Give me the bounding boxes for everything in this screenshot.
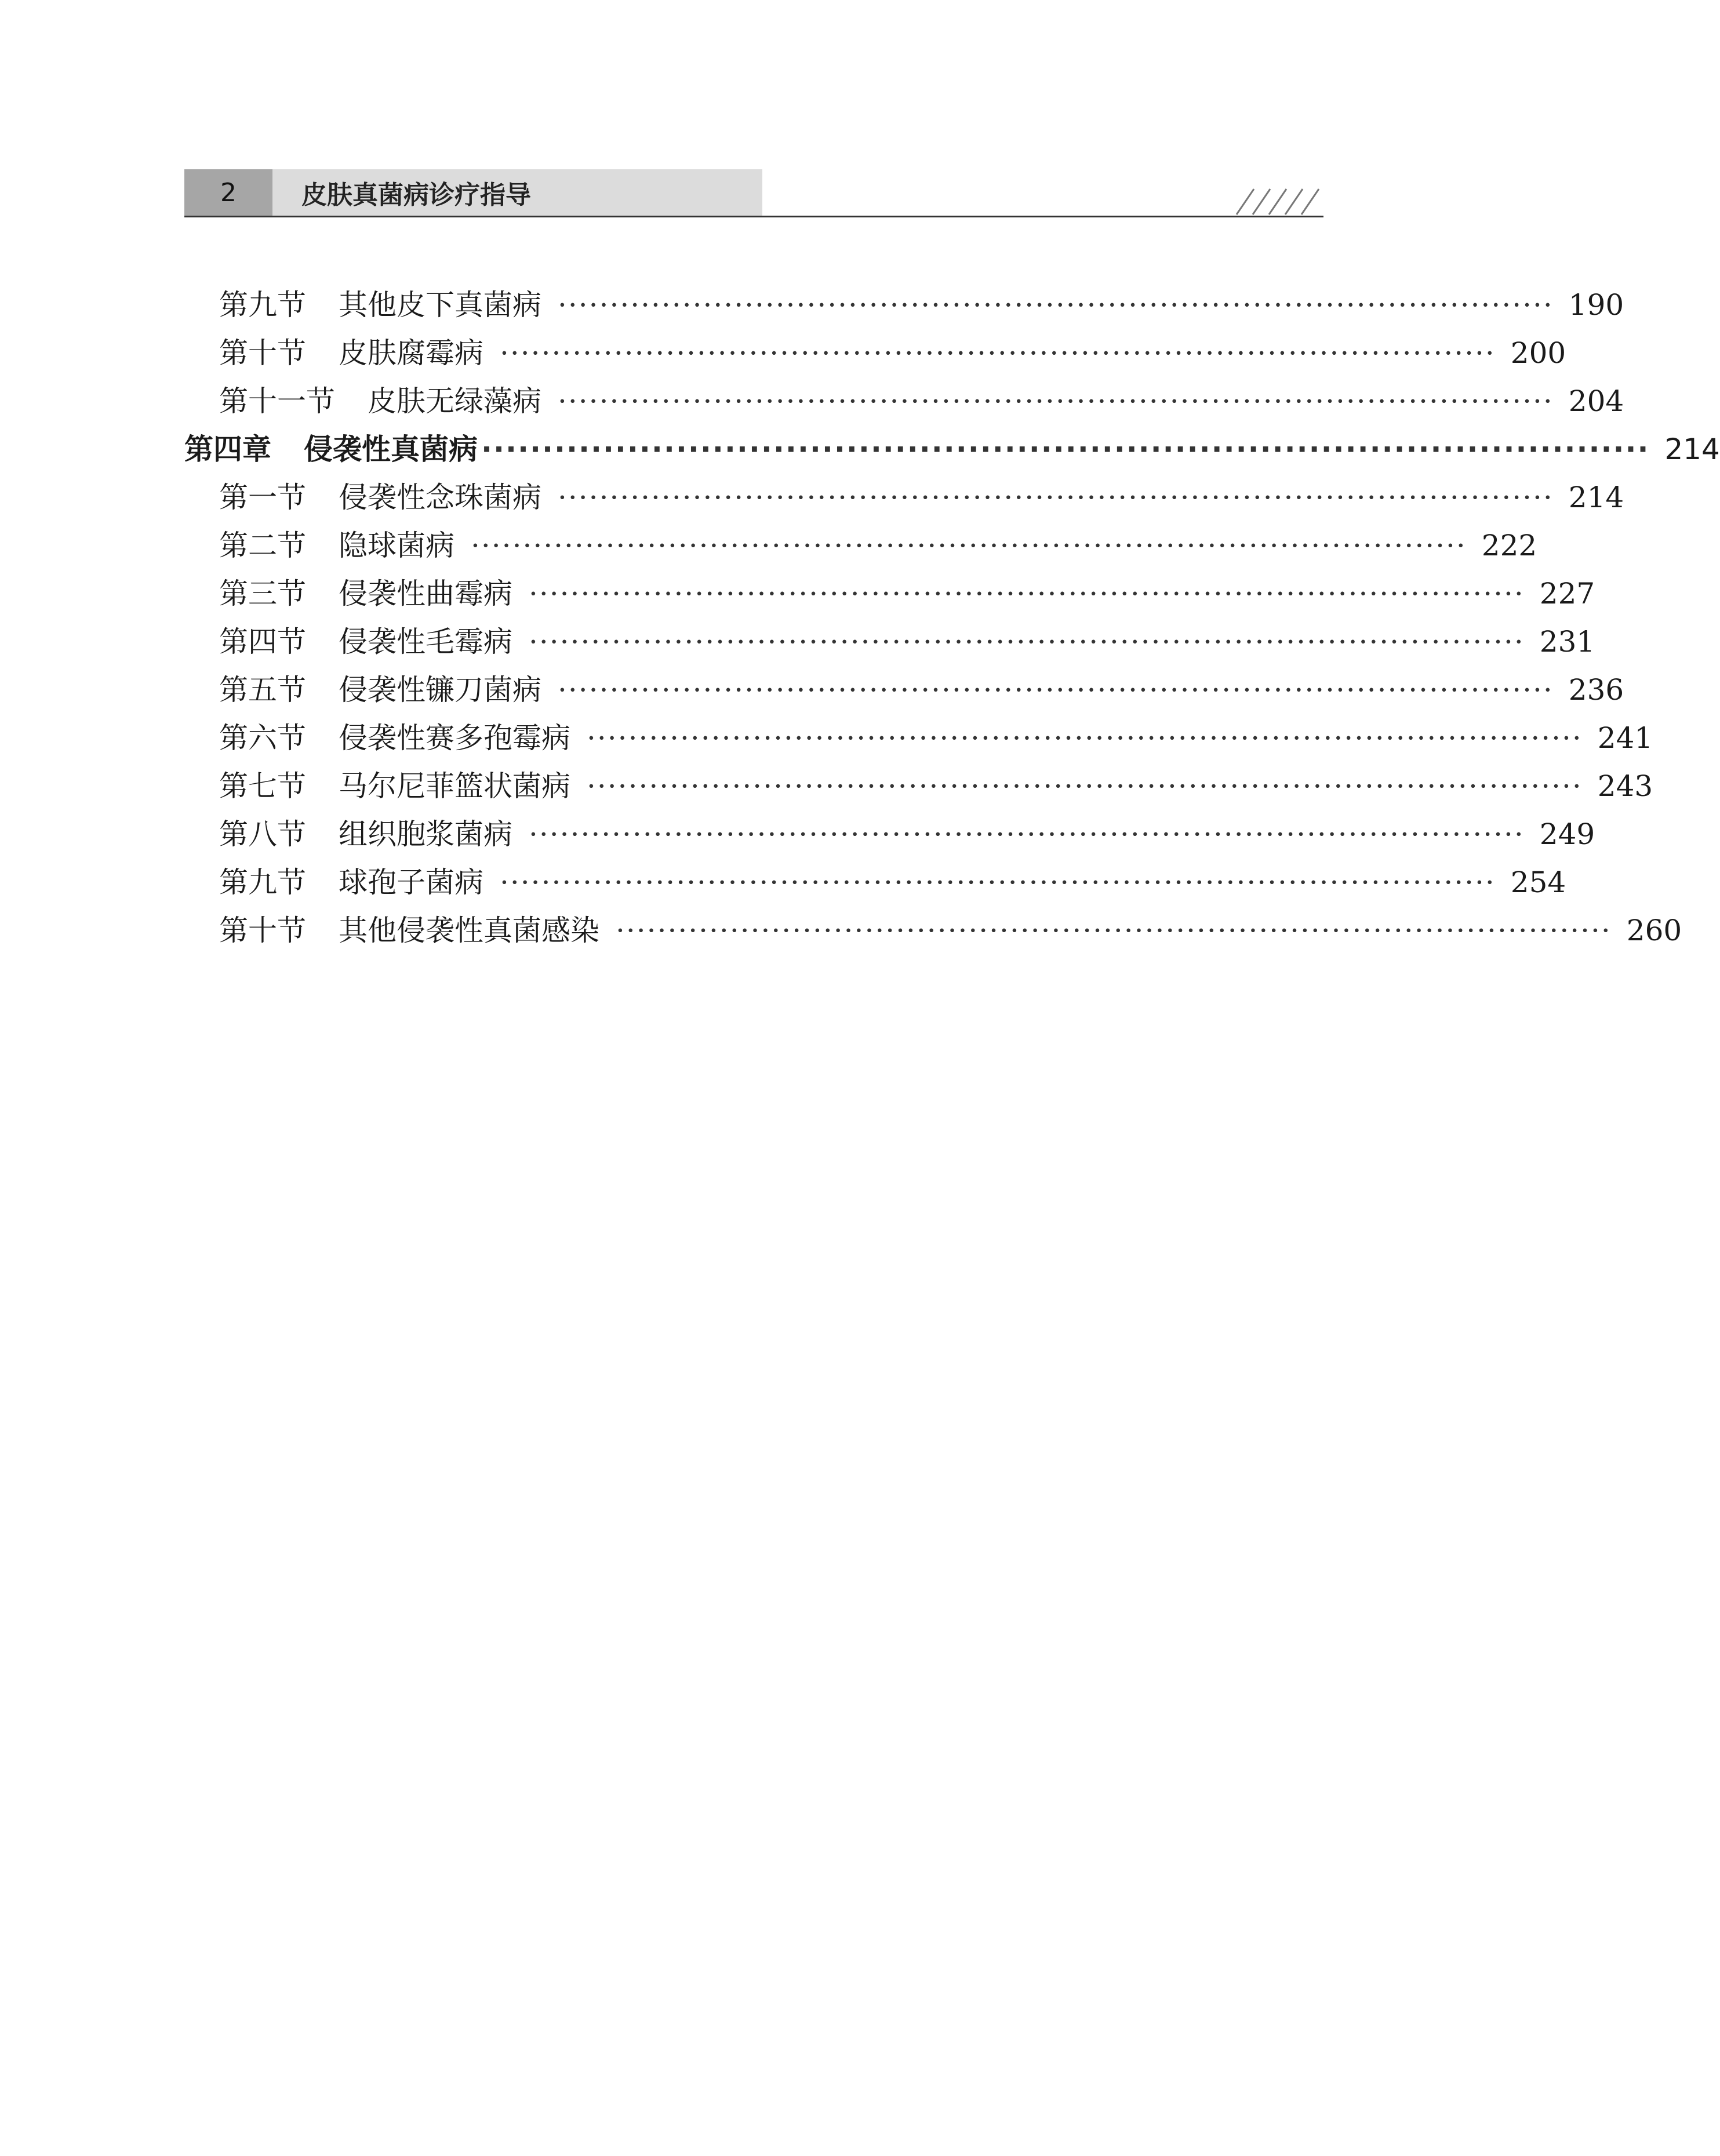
toc-entry-number: 第十节 bbox=[219, 336, 306, 370]
toc-dot-leader: ································································································ bbox=[529, 817, 1525, 851]
toc-dot-leader: ································································································ bbox=[481, 432, 1650, 466]
toc-entry-title: 组织胞浆菌病 bbox=[339, 817, 512, 851]
table-of-contents bbox=[184, 281, 1720, 955]
toc-entry-title: 侵袭性曲霉病 bbox=[339, 577, 512, 610]
toc-entry-page: 190 bbox=[1568, 288, 1624, 322]
toc-entry-page: 200 bbox=[1510, 336, 1566, 370]
toc-entry-page: 227 bbox=[1539, 577, 1595, 610]
toc-entry-page: 231 bbox=[1539, 625, 1595, 659]
toc-section-row bbox=[184, 329, 1566, 377]
header-page-number: 2 bbox=[184, 169, 272, 216]
toc-entry-page: 214 bbox=[1568, 481, 1624, 514]
toc-section-row bbox=[184, 522, 1537, 570]
toc-section-row bbox=[184, 714, 1653, 762]
toc-entry-number: 第六节 bbox=[219, 721, 306, 755]
toc-entry-number: 第三节 bbox=[219, 577, 306, 610]
toc-entry-page: 254 bbox=[1510, 866, 1566, 899]
toc-dot-leader: ································································································ bbox=[529, 625, 1525, 659]
toc-dot-leader: ································································································ bbox=[500, 336, 1496, 370]
toc-entry-title: 皮肤无绿藻病 bbox=[368, 384, 541, 418]
toc-dot-leader: ································································································ bbox=[616, 914, 1612, 947]
toc-entry-title: 其他皮下真菌病 bbox=[339, 288, 541, 322]
header-hatch-decoration bbox=[1231, 187, 1323, 216]
toc-entry-title: 侵袭性真菌病 bbox=[304, 432, 478, 466]
toc-chapter-row bbox=[184, 426, 1720, 474]
toc-entry-title: 皮肤腐霉病 bbox=[339, 336, 483, 370]
toc-entry-number: 第一节 bbox=[219, 481, 306, 514]
toc-entry-number: 第八节 bbox=[219, 817, 306, 851]
toc-entry-page: 204 bbox=[1568, 384, 1624, 418]
toc-section-row bbox=[184, 810, 1595, 859]
toc-entry-number: 第七节 bbox=[219, 769, 306, 803]
toc-dot-leader: ································································································ bbox=[558, 384, 1554, 418]
toc-entry-number: 第二节 bbox=[219, 529, 306, 562]
running-header bbox=[184, 169, 1323, 217]
toc-entry-page: 222 bbox=[1481, 529, 1537, 562]
toc-entry-title: 侵袭性镰刀菌病 bbox=[339, 673, 541, 707]
toc-entry-number: 第十节 bbox=[219, 914, 306, 947]
toc-dot-leader: ································································································ bbox=[500, 866, 1496, 899]
toc-dot-leader: ································································································ bbox=[558, 481, 1554, 514]
toc-entry-number: 第四章 bbox=[184, 432, 271, 466]
toc-entry-title: 球孢子菌病 bbox=[339, 866, 483, 899]
header-book-title: 皮肤真菌病诊疗指导 bbox=[272, 169, 762, 216]
toc-section-row bbox=[184, 377, 1624, 426]
toc-entry-number: 第九节 bbox=[219, 288, 306, 322]
toc-dot-leader: ································································································ bbox=[471, 529, 1467, 562]
toc-entry-page: 249 bbox=[1539, 817, 1595, 851]
toc-section-row bbox=[184, 859, 1566, 907]
toc-section-row bbox=[184, 618, 1595, 666]
header-rule bbox=[184, 216, 1323, 217]
toc-entry-title: 隐球菌病 bbox=[339, 529, 454, 562]
toc-entry-title: 侵袭性赛多孢霉病 bbox=[339, 721, 570, 755]
toc-entry-title: 侵袭性念珠菌病 bbox=[339, 481, 541, 514]
toc-entry-number: 第四节 bbox=[219, 625, 306, 659]
toc-entry-page: 260 bbox=[1626, 914, 1682, 947]
toc-section-row bbox=[184, 281, 1624, 329]
toc-dot-leader: ································································································ bbox=[558, 288, 1554, 322]
toc-entry-page: 236 bbox=[1568, 673, 1624, 707]
toc-dot-leader: ································································································ bbox=[587, 721, 1583, 755]
toc-entry-page: 241 bbox=[1597, 721, 1653, 755]
toc-section-row bbox=[184, 666, 1624, 714]
toc-section-row bbox=[184, 762, 1653, 810]
toc-entry-title: 其他侵袭性真菌感染 bbox=[339, 914, 599, 947]
toc-entry-number: 第十一节 bbox=[219, 384, 335, 418]
toc-entry-title: 马尔尼菲篮状菌病 bbox=[339, 769, 570, 803]
toc-dot-leader: ································································································ bbox=[587, 769, 1583, 803]
toc-entry-number: 第九节 bbox=[219, 866, 306, 899]
toc-dot-leader: ································································································ bbox=[558, 673, 1554, 707]
toc-entry-title: 侵袭性毛霉病 bbox=[339, 625, 512, 659]
toc-section-row bbox=[184, 907, 1682, 955]
toc-section-row bbox=[184, 570, 1595, 618]
toc-entry-page: 214 bbox=[1664, 432, 1720, 466]
toc-dot-leader: ································································································ bbox=[529, 577, 1525, 610]
toc-entry-page: 243 bbox=[1597, 769, 1653, 803]
toc-entry-number: 第五节 bbox=[219, 673, 306, 707]
toc-section-row bbox=[184, 474, 1624, 522]
